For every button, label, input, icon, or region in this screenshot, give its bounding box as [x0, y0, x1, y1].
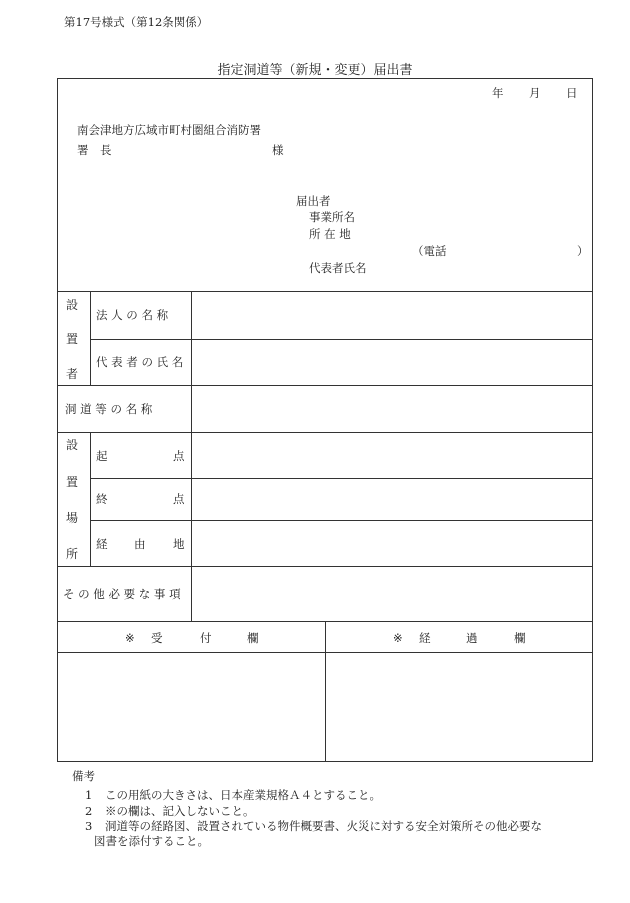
rep-name-label: 代 表 者 の 氏 名 — [96, 355, 184, 369]
rule-tunnel-bottom — [57, 432, 593, 433]
via-point-label: 由 — [134, 537, 146, 551]
rule-start-bottom — [90, 478, 593, 479]
phone-open: （電話 — [412, 244, 447, 258]
date-day: 日 — [566, 86, 578, 100]
rule-location-group — [90, 432, 91, 566]
document-title: 指定洞道等（新規・変更）届出書 — [217, 63, 413, 78]
office-name-label: 事業所名 — [309, 210, 355, 224]
phone-close: ） — [577, 244, 589, 258]
location-group-char: 所 — [66, 547, 79, 561]
note-text: 洞道等の経路図、設置されている物件概要書、火災に対する安全対策所その他必要な — [105, 819, 542, 833]
start-point-label-2: 点 — [173, 449, 185, 463]
tunnel-name-label: 洞 道 等 の 名 称 — [65, 402, 153, 416]
progress-header: 過 — [466, 631, 478, 645]
rule-installer-mid — [90, 339, 593, 340]
address-label: 所 在 地 — [309, 227, 351, 241]
recipient-chief: 署 長 — [77, 143, 112, 157]
installer-group-char: 者 — [66, 367, 79, 381]
form-number: 第17号様式（第12条関係） — [64, 15, 209, 29]
rule-installer-group — [90, 291, 91, 385]
rule-label-column — [191, 291, 192, 621]
date-year: 年 — [492, 86, 504, 100]
progress-header: 経 — [419, 631, 431, 645]
end-point-label: 終 — [96, 492, 108, 506]
location-group-char: 場 — [66, 511, 79, 525]
end-point-label-2: 点 — [173, 492, 185, 506]
recipient-organization: 南会津地方広域市町村圏組合消防署 — [77, 123, 261, 137]
rule-end-bottom — [90, 520, 593, 521]
reception-header: 付 — [200, 631, 212, 645]
note-number: 1 — [85, 788, 93, 802]
progress-mark: ※ — [393, 631, 403, 645]
reception-header: 受 — [151, 631, 163, 645]
note-text: この用紙の大きさは、日本産業規格Ａ４とすること。 — [105, 788, 381, 802]
installer-group-char: 置 — [66, 332, 79, 346]
reception-header: 欄 — [247, 631, 259, 645]
note-text-continued: 図書を添付すること。 — [94, 834, 209, 848]
note-text: ※の欄は、記入しないこと。 — [105, 804, 255, 818]
via-point-label: 地 — [173, 537, 185, 551]
rule-office-split — [325, 621, 326, 762]
notes-heading: 備考 — [72, 769, 95, 783]
location-group-char: 設 — [66, 438, 79, 452]
note-number: 3 — [85, 819, 93, 833]
rule-installer-bottom — [57, 385, 593, 386]
installer-group-char: 設 — [66, 298, 79, 312]
date-month: 月 — [529, 86, 541, 100]
other-matters-label: そ の 他 必 要 な 事 項 — [63, 587, 181, 601]
applicant-label: 届出者 — [296, 194, 331, 208]
corp-name-label: 法 人 の 名 称 — [96, 308, 169, 322]
rule-location-bottom — [57, 566, 593, 567]
reception-mark: ※ — [125, 631, 135, 645]
via-point-label: 経 — [96, 537, 108, 551]
representative-label: 代表者氏名 — [309, 261, 367, 275]
rule-header-bottom — [57, 291, 593, 292]
location-group-char: 置 — [66, 475, 79, 489]
progress-header: 欄 — [514, 631, 526, 645]
recipient-honorific: 様 — [272, 143, 284, 157]
note-number: 2 — [85, 804, 93, 818]
start-point-label: 起 — [96, 449, 108, 463]
